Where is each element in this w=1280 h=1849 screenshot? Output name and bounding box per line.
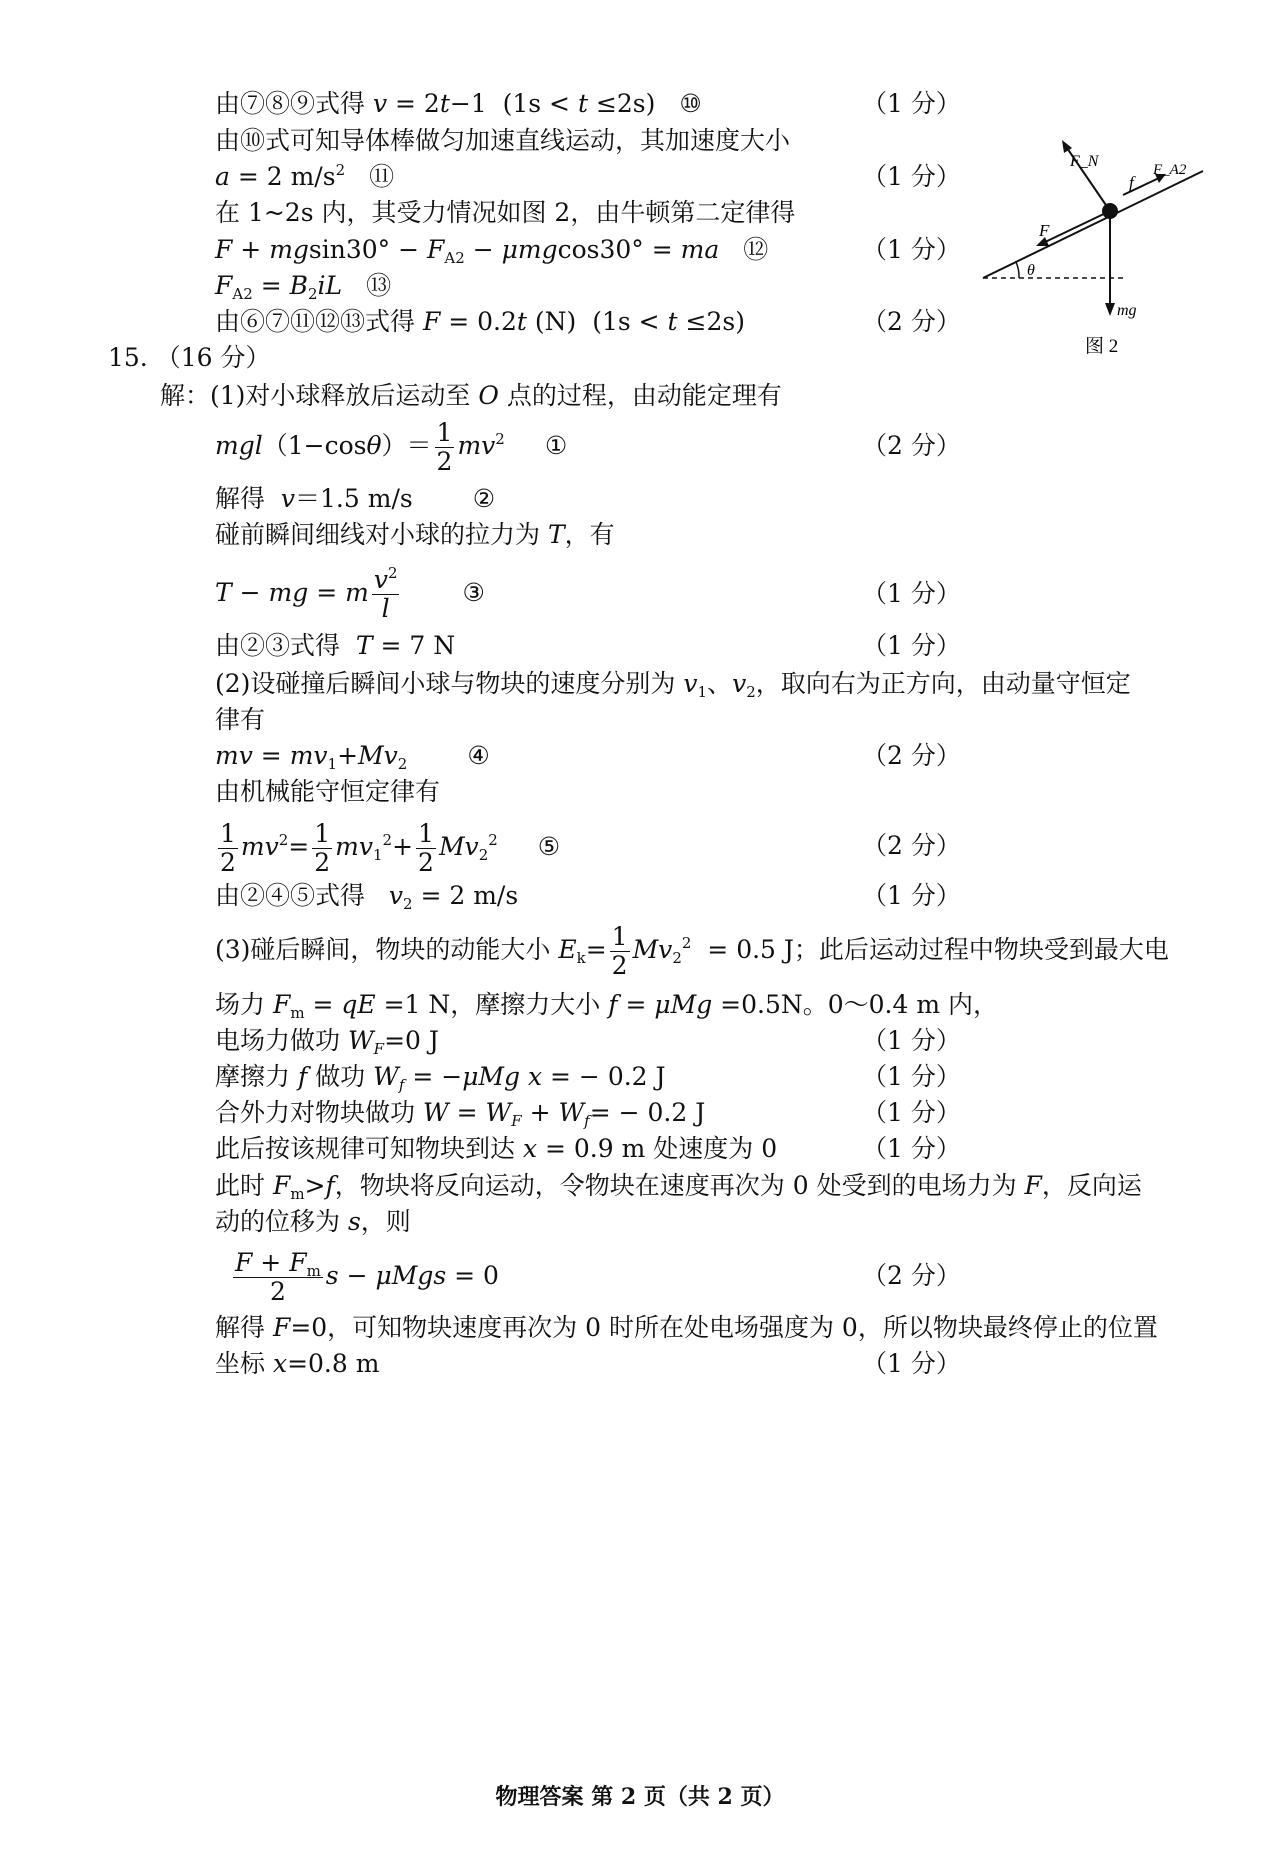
label-theta: θ	[1027, 262, 1035, 279]
eq-tension: T − mg = m $\frac{v^2}{l}$ ③	[215, 564, 485, 623]
line-x09: 此后按该规律可知物块到达 x = 0.9 m 处速度为 0	[215, 1134, 778, 1163]
eq-number: ⑩	[679, 89, 702, 118]
fraction-half: $\frac{1}{2}$	[418, 819, 434, 877]
line-wtotal: 合外力对物块做功 $W = W_F + W_f= - 0.2$ J	[215, 1098, 706, 1130]
free-body-diagram	[975, 140, 1215, 360]
score-wf: （1 分）	[862, 1026, 961, 1055]
line-reverse-2: 动的位移为 s，则	[215, 1207, 411, 1236]
line-2: 由⑩式可知导体棒做匀加速直线运动，其加速度大小	[215, 126, 791, 155]
score-conclusion: （1 分）	[862, 1349, 961, 1378]
part-2b: 律有	[215, 705, 266, 734]
score-wfriction: （1 分）	[862, 1062, 961, 1091]
question-15: 15. （16 分）	[108, 343, 271, 372]
eq-number: ④	[467, 741, 490, 770]
angle-arc	[1016, 262, 1019, 278]
part-3b: 场力 $F_m$ = qE =1 N，摩擦力大小 f = μMg =0.5N。0～0.4 m 内，	[215, 990, 998, 1022]
label-fa2: F_A2	[1153, 162, 1187, 178]
mg-arrowhead	[1105, 303, 1115, 316]
score-1: （1 分）	[862, 89, 961, 118]
line-6: $F_{A2} = B_2iL$ ⑬	[215, 271, 392, 303]
score-7: （2 分）	[862, 307, 961, 336]
score-T: （1 分）	[862, 631, 961, 660]
eq-momentum: mv = $mv_1+Mv_2$ ④	[215, 741, 490, 773]
label-force: F	[1039, 221, 1050, 240]
eq-number: ①	[544, 431, 568, 460]
eq-number: ⑪	[369, 162, 395, 191]
fraction-f-fm: $\frac{F + F_m}{2}$	[235, 1248, 321, 1306]
figure-caption: 图 2	[1085, 336, 1119, 357]
page-footer: 物理答案 第 2 页（共 2 页）	[495, 1784, 785, 1810]
score-eq3: （1 分）	[862, 579, 961, 608]
fraction-half: $\frac{1}{2}$	[314, 819, 331, 877]
line-1: 由⑦⑧⑨式得 v = 2t−1 (1s < t ≤2s) ⑩	[215, 89, 702, 118]
line-T: 由②③式得 T = 7 N	[215, 631, 456, 660]
label-fn: F_N	[1070, 153, 1099, 170]
part-1: 解：(1)对小球释放后运动至 O 点的过程，由动能定理有	[160, 381, 782, 410]
fraction-half: $\frac{1}{2}$	[611, 922, 628, 980]
eq-number: ⑬	[366, 271, 392, 300]
fraction-v2-over-l: $\frac{v^2}{l}$	[373, 564, 398, 623]
line-reverse-1: 此时 $F_m>f$，物块将反向运动，令物块在速度再次为 0 处受到的电场力为 F，反向运	[215, 1171, 1142, 1203]
line-v2: 由②④⑤式得 $v_2 = 2$ m/s	[215, 881, 519, 913]
score-eq4: （2 分）	[862, 741, 961, 770]
line-energy-intro: 由机械能守恒定律有	[215, 777, 441, 806]
part-3a: (3)碰后瞬间，物块的动能大小 $E_k=$ $\frac{1}{2}$ $Mv_2^2 = 0.5$ J；此后运动过程中物块受到最大电	[215, 922, 1169, 980]
eq-work-energy: mgl（1−cosθ）＝ $\frac{1}{2}$ $mv^2$ ①	[215, 418, 568, 476]
line-7: 由⑥⑦⑪⑫⑬式得 F = 0.2t (N) (1s < t ≤2s)	[215, 307, 745, 336]
score-eq-final: （2 分）	[862, 1261, 961, 1290]
eq-number: ③	[462, 578, 485, 607]
line-wf: 电场力做功 $W_F=0$ J	[215, 1026, 439, 1058]
line-tension-intro: 碰前瞬间细线对小球的拉力为 T，有	[215, 520, 615, 549]
score-eq5: （2 分）	[862, 831, 961, 860]
line-4: 在 1~2s 内，其受力情况如图 2，由牛顿第二定律得	[215, 198, 796, 227]
force-diagram	[975, 140, 1215, 364]
line-3: a = 2 $m/s^2$ ⑪	[215, 161, 395, 191]
eq-number: ⑤	[537, 832, 561, 861]
part-2a: (2)设碰撞后瞬间小球与物块的速度分别为 $v_1$、$v_2$，取向右为正方向，由动量守恒定	[215, 669, 1131, 701]
fraction-half: $\frac{1}{2}$	[436, 418, 453, 476]
line-conclusion-2: 坐标 x=0.8 m	[215, 1349, 380, 1378]
label-mg: mg	[1117, 302, 1137, 319]
eq-number: ②	[472, 484, 496, 513]
line-v: 解得 v＝1.5 m/s ②	[215, 484, 496, 513]
f-arrow-line	[1043, 211, 1110, 243]
score-v2: （1 分）	[862, 881, 961, 910]
line-wfriction: 摩擦力 f 做功 $W_f = -\mu Mg$ x = − 0.2 J	[215, 1062, 666, 1094]
fraction-half: $\frac{1}{2}$	[220, 819, 236, 877]
eq-final: $\frac{F + F_m}{2}$ s − μMgs = 0	[235, 1248, 499, 1306]
score-wtotal: （1 分）	[862, 1098, 961, 1127]
line-5: $F + mgsin30^\circ - F_{A2} - \mu mgcos30^\circ$ = ma ⑫	[215, 235, 769, 267]
eq-energy: $\frac{1}{2}$ $mv^2=$ $\frac{1}{2}$ $mv_1^2+$ $\frac{1}{2}$ $Mv_2^2$ ⑤	[220, 819, 561, 877]
fn-arrowhead	[1062, 140, 1072, 153]
ball	[1102, 203, 1118, 219]
score-5: （1 分）	[862, 235, 961, 264]
score-3: （1 分）	[862, 162, 961, 191]
score-eq1: （2 分）	[862, 431, 961, 460]
label-friction: f	[1129, 173, 1134, 192]
eq-number: ⑫	[743, 235, 769, 264]
line-conclusion-1: 解得 F=0，可知物块速度再次为 0 时所在处电场强度为 0，所以物块最终停止的位置	[215, 1313, 1158, 1342]
score-x09: （1 分）	[862, 1134, 961, 1163]
